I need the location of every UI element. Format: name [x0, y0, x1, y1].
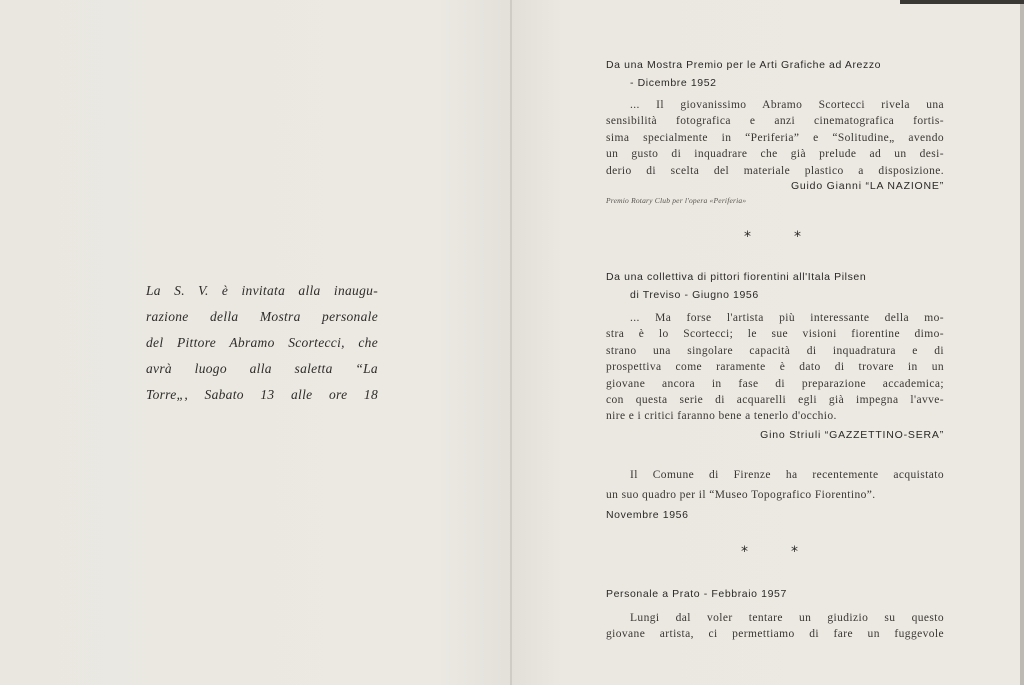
review-arezzo	[606, 56, 944, 205]
invitation-line: razione della Mostra personale	[146, 309, 378, 324]
museum-acquisition	[606, 465, 944, 521]
section-body: Il Comune di Firenze ha recentemente acquistato un suo quadro per il “Museo Topografico Fiorentino”.	[606, 469, 944, 501]
separator-stars: * *	[744, 229, 801, 245]
section-body: Lungi dal voler tentare un giudizio su questo giovane artista, ci permettiamo di fare un fuggevole	[606, 612, 944, 641]
acquisition-date: Novembre 1956	[606, 509, 689, 521]
review-treviso	[606, 268, 944, 441]
section-body: ... Ma forse l'artista più interessante della mo- stra è lo Scortecci; le sue visioni fiorentine dimo- strano una singolare capacità di inquadratura e di prospettiva come raramente è dato di trovare in un giovane ancora in fase di preparazione accademica; con questa serie di acquarelli egli già impegna l'avve- nire e i critici faranno bene a tenerlo d'occhio.	[606, 312, 944, 423]
section-heading: Da una collettiva di pittori fiorentini all'Itala Pilsen di Treviso - Giugno 1956	[606, 271, 867, 301]
page-edge	[1020, 0, 1024, 685]
invitation-line: avrà luogo alla saletta “La	[146, 361, 378, 376]
section-heading: Da una Mostra Premio per le Arti Grafiche ad Arezzo - Dicembre 1952	[606, 59, 882, 89]
review-signature: Gino Striuli “GAZZETTINO-SERA”	[760, 428, 944, 441]
review-prato	[606, 585, 944, 643]
section-body: ... Il giovanissimo Abramo Scortecci rivela una sensibilità fotografica e anzi cinematografica fortis- sima specialmente in “Periferia” e “Solitudine„ avendo un gusto di inquadrare che già prelude ad un desi- derio di scelta del materiale plastico a disposizione.	[606, 99, 944, 177]
section-heading: Personale a Prato - Febbraio 1957	[606, 588, 787, 600]
invitation-line: del Pittore Abramo Scortecci, che	[146, 335, 378, 350]
cover-edge-strip	[900, 0, 1024, 4]
separator-stars: * *	[741, 544, 798, 560]
review-signature: Guido Gianni “LA NAZIONE”	[790, 180, 944, 193]
invitation-line: Torre„, Sabato 13 alle ore 18	[146, 387, 378, 402]
invitation-line: La S. V. è invitata alla inaugu-	[146, 283, 378, 298]
award-note: Premio Rotary Club per l'opera «Periferia»	[606, 196, 747, 206]
invitation-text	[146, 278, 378, 408]
